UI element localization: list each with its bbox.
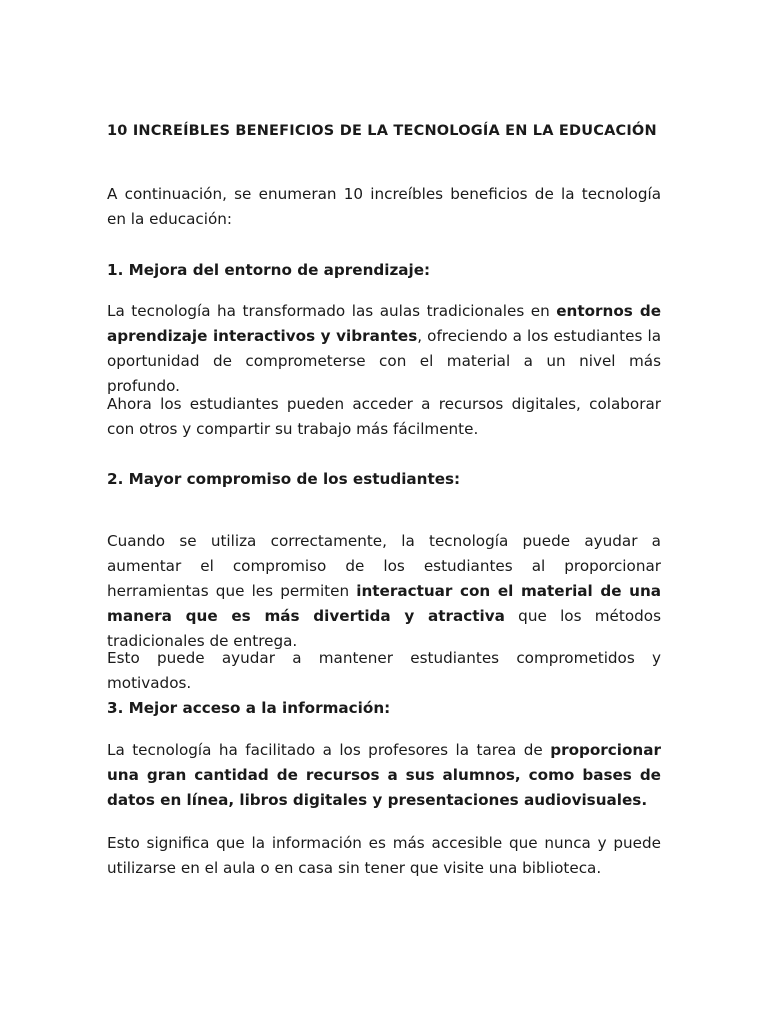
section-2-paragraph-1 [107,529,661,654]
document-title: 10 INCREÍBLES BENEFICIOS DE LA TECNOLOGÍA EN LA EDUCACIÓN [107,123,657,139]
section-2-text-post: que los métodos tradicionales de entrega. [107,607,661,650]
section-1-text-bold: entornos de aprendizaje interactivos y vibrantes [107,302,661,345]
section-1-text-post: , ofreciendo a los estudiantes la oportunidad de comprometerse con el material a un nivel más profundo. [107,327,661,395]
section-2-heading: 2. Mayor compromiso de los estudiantes: [107,470,461,488]
section-3-heading: 3. Mejor acceso a la información: [107,699,391,717]
section-3-text-pre: La tecnología ha facilitado a los profesores la tarea de [107,741,551,759]
section-3-paragraph-1 [107,738,661,813]
intro-paragraph: A continuación, se enumeran 10 increíbles beneficios de la tecnología en la educación: [107,185,661,228]
section-1-paragraph-1 [107,299,661,399]
section-1-heading: 1. Mejora del entorno de aprendizaje: [107,261,431,279]
section-2-paragraph-2: Esto puede ayudar a mantener estudiantes comprometidos y motivados. [107,649,661,692]
section-1-paragraph-2: Ahora los estudiantes pueden acceder a recursos digitales, colaborar con otros y compartir su trabajo más fácilmente. [107,395,661,438]
section-3-paragraph-2: Esto significa que la información es más accesible que nunca y puede utilizarse en el aula o en casa sin tener que visite una biblioteca. [107,834,661,877]
section-2-text-pre: Cuando se utiliza correctamente, la tecnología puede ayudar a aumentar el compromiso de los estudiantes al proporcionar herramientas que les permiten [107,532,661,600]
section-1-text-pre: La tecnología ha transformado las aulas tradicionales en [107,302,557,320]
section-2-text-bold: interactuar con el material de una manera que es más divertida y atractiva [107,582,662,625]
section-3-text-bold: proporcionar una gran cantidad de recursos a sus alumnos, como bases de datos en línea, libros digitales y presentaciones audiovisuales. [107,741,661,809]
